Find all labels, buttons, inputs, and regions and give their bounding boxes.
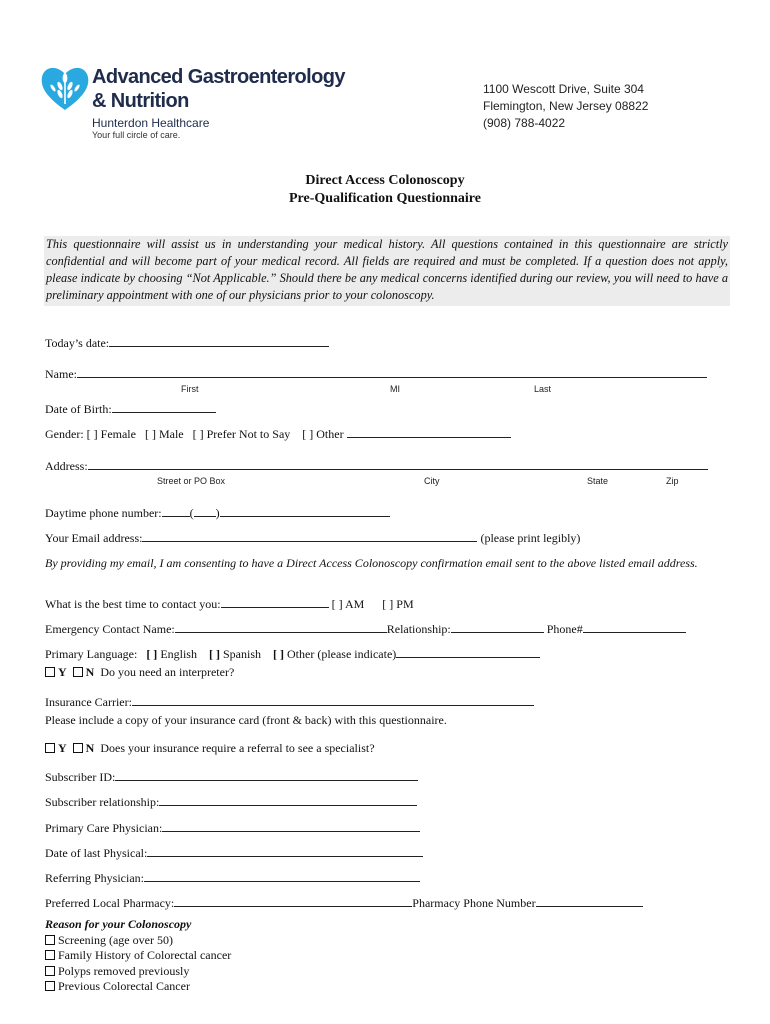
todays-date-row <box>45 335 329 351</box>
address-sub-state: State <box>587 476 609 486</box>
pm-option[interactable]: [ ] PM <box>382 597 414 611</box>
referral-row <box>45 741 375 756</box>
reason-option-previous-cancer[interactable] <box>45 979 190 994</box>
reason-label: Polyps removed previously <box>58 964 190 978</box>
address-sub-zip: Zip <box>666 476 679 486</box>
insurance-row <box>45 694 534 710</box>
gender-label: Gender: <box>45 427 84 441</box>
reason-label: Screening (age over 50) <box>58 933 173 947</box>
pharmacy-label: Preferred Local Pharmacy: <box>45 896 175 910</box>
other-language-field[interactable] <box>396 646 540 658</box>
email-consent: By providing my email, I am consenting to have a Direct Access Colonoscopy confirmation email sent to the above listed email address. <box>45 556 698 570</box>
reason-checkbox[interactable] <box>45 935 55 945</box>
referral-question: Does your insurance require a referral to see a specialist? <box>100 741 375 755</box>
name-row <box>45 366 707 382</box>
interpreter-yes-checkbox[interactable] <box>45 667 55 677</box>
page-subtitle: Pre-Qualification Questionnaire <box>289 191 481 206</box>
last-physical-label: Date of last Physical: <box>45 846 148 860</box>
subscriber-id-label: Subscriber ID: <box>45 770 116 784</box>
reason-checkbox[interactable] <box>45 950 55 960</box>
gender-prefer-not-option[interactable]: [ ] Prefer Not to Say <box>192 427 291 441</box>
am-option[interactable]: [ ] AM <box>331 597 365 611</box>
name-sub-first: First <box>181 384 199 394</box>
email-row <box>45 530 580 546</box>
emergency-phone-field[interactable] <box>583 621 686 633</box>
best-time-field[interactable] <box>221 596 329 608</box>
brand-org: Hunterdon Healthcare <box>92 116 210 130</box>
daytime-phone-label: Daytime phone number: <box>45 506 162 520</box>
interpreter-question: Do you need an interpreter? <box>100 665 235 679</box>
email-note: (please print legibly) <box>480 531 581 545</box>
spanish-checkbox[interactable]: [ ] <box>208 647 220 661</box>
dob-row <box>45 401 216 417</box>
address-row <box>45 458 708 474</box>
subscriber-id-row <box>45 769 418 785</box>
insurance-label: Insurance Carrier: <box>45 695 132 709</box>
todays-date-field[interactable] <box>109 335 329 347</box>
reason-checkbox[interactable] <box>45 966 55 976</box>
last-physical-row <box>45 845 423 861</box>
phone-prefix-field[interactable] <box>162 505 190 517</box>
address-field[interactable] <box>88 458 708 470</box>
english-option: English <box>160 647 197 661</box>
brand-logo <box>40 64 360 144</box>
email-label: Your Email address: <box>45 531 143 545</box>
name-label: Name: <box>45 367 77 381</box>
referring-physician-label: Referring Physician: <box>45 871 144 885</box>
interpreter-yes-label: Y <box>58 665 67 679</box>
gender-other-field[interactable] <box>347 426 511 438</box>
subscriber-id-field[interactable] <box>115 769 418 781</box>
subscriber-relationship-field[interactable] <box>159 794 417 806</box>
address-sub-street: Street or PO Box <box>157 476 226 486</box>
spanish-option: Spanish <box>222 647 261 661</box>
pharmacy-phone-label: Pharmacy Phone Number <box>412 896 536 910</box>
address-phone: (908) 788-4022 <box>483 116 566 130</box>
gender-male-option[interactable]: [ ] Male <box>144 427 184 441</box>
relationship-label: Relationship: <box>386 622 451 636</box>
brand-name-line2: & Nutrition <box>92 90 189 112</box>
dob-field[interactable] <box>112 401 216 413</box>
phone-open-paren: ( <box>189 506 194 520</box>
emergency-field[interactable] <box>175 621 387 633</box>
last-physical-field[interactable] <box>147 845 423 857</box>
other-language-option: Other (please indicate) <box>287 647 397 661</box>
name-sub-last: Last <box>534 384 552 394</box>
pcp-row <box>45 820 420 836</box>
insurance-field[interactable] <box>132 694 534 706</box>
phone-hash-label: Phone# <box>546 622 583 636</box>
pcp-field[interactable] <box>162 820 420 832</box>
email-field[interactable] <box>142 530 477 542</box>
interpreter-row <box>45 665 234 680</box>
language-row <box>45 646 540 662</box>
practice-address <box>483 81 648 132</box>
name-field[interactable] <box>77 366 707 378</box>
dob-label: Date of Birth: <box>45 402 112 416</box>
brand-name-line1: Advanced Gastroenterology <box>92 66 345 88</box>
interpreter-no-checkbox[interactable] <box>73 667 83 677</box>
reason-option-family-history[interactable] <box>45 948 231 963</box>
english-checkbox[interactable]: [ ] <box>146 647 158 661</box>
best-time-row <box>45 596 414 612</box>
reason-checkbox[interactable] <box>45 981 55 991</box>
address-street: 1100 Wescott Drive, Suite 304 <box>483 82 644 96</box>
reason-label: Previous Colorectal Cancer <box>58 979 190 993</box>
interpreter-no-label: N <box>85 665 95 679</box>
subscriber-relationship-label: Subscriber relationship: <box>45 795 160 809</box>
pharmacy-field[interactable] <box>174 895 412 907</box>
gender-other-option[interactable]: [ ] Other <box>302 427 344 441</box>
reason-label: Family History of Colorectal cancer <box>58 948 232 962</box>
other-language-checkbox[interactable]: [ ] <box>273 647 284 661</box>
page-title: Direct Access Colonoscopy <box>305 173 465 188</box>
reason-option-polyps[interactable] <box>45 964 189 979</box>
language-label: Primary Language: <box>45 647 138 661</box>
address-city: Flemington, New Jersey 08822 <box>483 99 649 113</box>
referring-physician-field[interactable] <box>144 870 420 882</box>
referral-no-checkbox[interactable] <box>73 743 83 753</box>
emergency-row <box>45 621 686 637</box>
brand-tagline: Your full circle of care. <box>92 130 181 140</box>
referral-no-label: N <box>85 741 95 755</box>
emergency-label: Emergency Contact Name: <box>45 622 175 636</box>
pcp-label: Primary Care Physician: <box>45 821 163 835</box>
name-sub-mi: MI <box>390 384 400 394</box>
insurance-note: Please include a copy of your insurance card (front & back) with this questionnaire. <box>45 713 447 727</box>
referral-yes-checkbox[interactable] <box>45 743 55 753</box>
gender-female-option[interactable]: [ ] Female <box>86 427 136 441</box>
pharmacy-phone-field[interactable] <box>536 895 643 907</box>
address-sub-city: City <box>424 476 440 486</box>
best-time-label: What is the best time to contact you: <box>45 597 221 611</box>
daytime-phone-row <box>45 505 390 521</box>
phone-close-paren: ) <box>215 506 220 520</box>
reason-option-screening[interactable] <box>45 933 173 948</box>
address-label: Address: <box>45 459 88 473</box>
phone-number-field[interactable] <box>220 505 390 517</box>
relationship-field[interactable] <box>451 621 544 633</box>
heart-wheat-logo-icon <box>40 64 90 114</box>
todays-date-label: Today’s date: <box>45 336 110 350</box>
intro-paragraph: This questionnaire will assist us in understanding your medical history. All questions contained in this questionnaire are strictly confidential and will become part of your medical record. All fields are required and must be completed. If a question does not apply, please indicate by choosing “Not Applicable.” Should there be any medical concerns identified during our review, you will need to have a preliminary appointment with one of our physicians prior to your colonoscopy. <box>44 236 730 306</box>
reason-heading: Reason for your Colonoscopy <box>45 917 192 931</box>
subscriber-relationship-row <box>45 794 417 810</box>
referral-yes-label: Y <box>58 741 67 755</box>
pharmacy-row <box>45 895 643 911</box>
area-code-field[interactable] <box>194 505 216 517</box>
referring-physician-row <box>45 870 420 886</box>
gender-row <box>45 426 511 442</box>
